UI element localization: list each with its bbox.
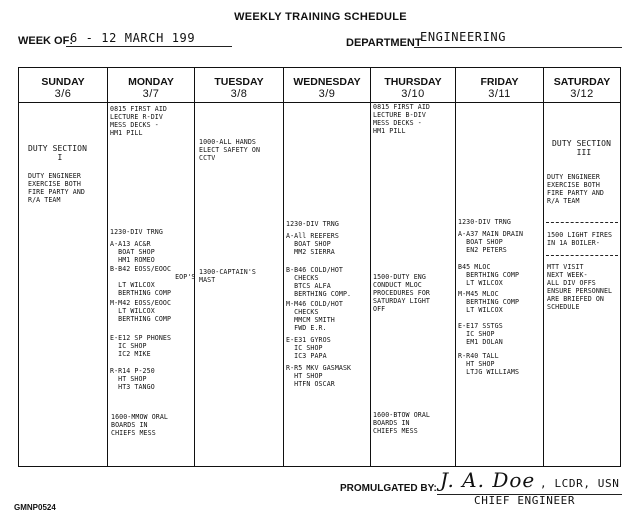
b-division-entry: B45 MLOC BERTHING COMP LT WILCOX <box>458 263 520 287</box>
div-training-event: 1230-DIV TRNG <box>286 220 339 228</box>
m-division-entry: M-M46 COLD/HOT CHECKS MMCM SMITH FWD E.R. <box>286 300 343 332</box>
day-name: WEDNESDAY <box>293 76 361 88</box>
day-date: 3/10 <box>401 88 425 100</box>
first-aid-event: 0815 FIRST AID LECTURE R-DIV MESS DECKS - HM1 PILL <box>110 105 167 137</box>
duty-section-note: DUTY SECTION I <box>28 144 87 162</box>
day-name: TUESDAY <box>214 76 264 88</box>
b-division-entry: B-B46 COLD/HOT CHECKS BTCS ALFA BERTHING COMP. <box>286 266 352 298</box>
dashed-divider <box>546 222 618 223</box>
column-wednesday <box>283 68 370 466</box>
day-name: SATURDAY <box>553 76 611 88</box>
m-division-entry: M-M45 MLOC BERTHING COMP LT WILCOX <box>458 290 520 314</box>
day-date: 3/12 <box>570 88 594 100</box>
day-name: SUNDAY <box>41 76 85 88</box>
column-friday <box>455 68 543 466</box>
column-monday <box>107 68 194 466</box>
department-value: ENGINEERING <box>420 30 507 44</box>
b-division-entry: B-B42 EOSS/EOOC EOP'S LT WILCOX BERTHING COMP <box>110 265 196 297</box>
day-date: 3/6 <box>54 88 72 100</box>
first-aid-event: 0815 FIRST AID LECTURE B-DIV MESS DECKS - HM1 PILL <box>373 103 430 135</box>
department-label: DEPARTMENT <box>346 37 422 49</box>
day-date: 3/7 <box>142 88 160 100</box>
day-name: THURSDAY <box>384 76 442 88</box>
light-fires-event: 1500 LIGHT FIRES IN 1A BOILER- <box>547 231 613 247</box>
signature: J. A. Doe <box>440 468 536 492</box>
signature-title: CHIEF ENGINEER <box>474 494 576 507</box>
all-hands-event: 1000-ALL HANDS ELECT SAFETY ON CCTV <box>199 138 261 162</box>
column-tuesday <box>194 68 283 466</box>
r-division-entry: R-R14 P-250 HT SHOP HT3 TANGO <box>110 367 155 391</box>
day-name: MONDAY <box>128 76 174 88</box>
week-of-underline <box>66 46 232 47</box>
r-division-entry: R-R5 MKV GASMASK HT SHOP HTFN OSCAR <box>286 364 352 388</box>
day-date: 3/11 <box>488 88 511 100</box>
promulgated-by-label: PROMULGATED BY: <box>340 483 437 494</box>
schedule-table <box>18 67 621 467</box>
r-division-entry: R-R40 TALL HT SHOP LTJG WILLIAMS <box>458 352 520 376</box>
m-division-entry: M-M42 EOSS/EOOC LT WILCOX BERTHING COMP <box>110 299 172 323</box>
div-training-event: 1230-DIV TRNG <box>110 228 163 236</box>
week-of-label: WEEK OF: <box>18 35 73 47</box>
column-sunday <box>19 68 107 466</box>
oral-boards-event: 1600-MMOW ORAL BOARDS IN CHIEFS MESS <box>111 413 168 437</box>
duty-engineer-note: DUTY ENGINEER EXERCISE BOTH FIRE PARTY AND R/A TEAM <box>547 173 604 205</box>
day-date: 3/8 <box>230 88 248 100</box>
form-number: GMNP0524 <box>14 503 56 512</box>
page-title: WEEKLY TRAINING SCHEDULE <box>234 11 407 23</box>
department-underline <box>414 47 622 48</box>
column-saturday <box>543 68 620 466</box>
day-date: 3/9 <box>318 88 336 100</box>
a-division-entry: A-All REEFERS BOAT SHOP MM2 SIERRA <box>286 232 339 256</box>
div-training-event: 1230-DIV TRNG <box>458 218 511 226</box>
a-division-entry: A-A13 AC&R BOAT SHOP HM1 ROMEO <box>110 240 155 264</box>
week-of-value: 6 - 12 MARCH 199 <box>70 31 196 45</box>
duty-section-note: DUTY SECTION III <box>552 139 611 157</box>
e-division-entry: E-E31 GYROS IC SHOP IC3 PAPA <box>286 336 331 360</box>
e-division-entry: E-E17 SSTGS IC SHOP EM1 DOLAN <box>458 322 503 346</box>
duty-engineer-note: DUTY ENGINEER EXERCISE BOTH FIRE PARTY AND R/A TEAM <box>28 172 85 204</box>
a-division-entry: A-A37 MAIN DRAIN BOAT SHOP EN2 PETERS <box>458 230 524 254</box>
dashed-divider <box>546 255 618 256</box>
mtt-visit-note: MTT VISIT NEXT WEEK- ALL DIV OFFS ENSURE PERSONNEL ARE BRIEFED ON SCHEDULE <box>547 263 613 311</box>
e-division-entry: E-E12 SP PHONES IC SHOP IC2 MIKE <box>110 334 172 358</box>
duty-engineer-event: 1500-DUTY ENG CONDUCT MLOC PROCEDURES FOR SATURDAY LIGHT OFF <box>373 273 430 313</box>
day-name: FRIDAY <box>480 76 519 88</box>
oral-boards-event: 1600-BTOW ORAL BOARDS IN CHIEFS MESS <box>373 411 430 435</box>
signature-rank: , LCDR, USN <box>540 477 620 490</box>
column-thursday <box>370 68 455 466</box>
captains-mast-event: 1300-CAPTAIN'S MAST <box>199 268 256 284</box>
